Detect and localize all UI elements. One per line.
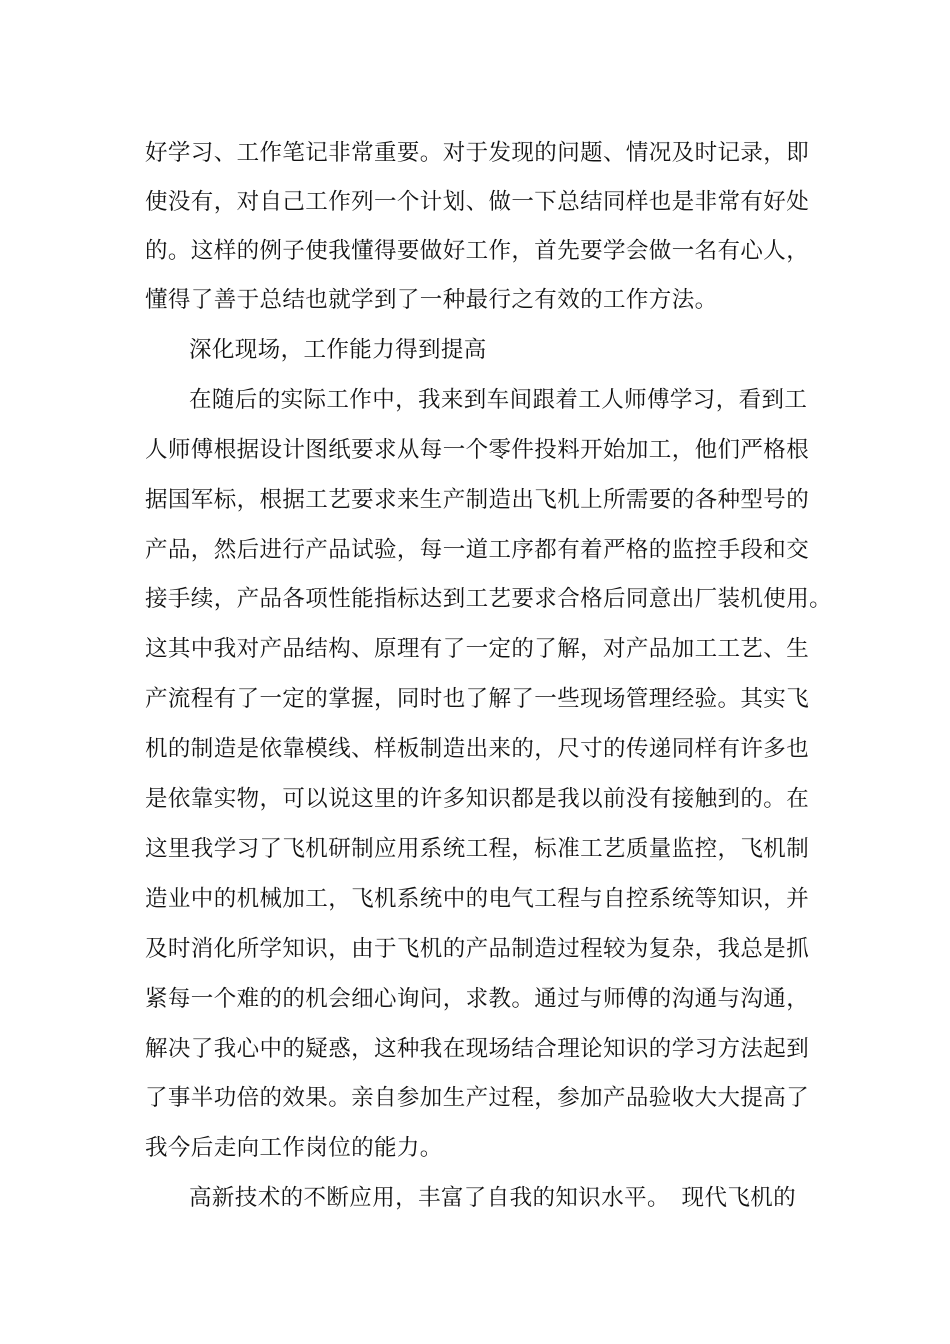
text-line-19: 解决了我心中的疑惑，这种我在现场结合理论知识的学习方法起到: [145, 1036, 810, 1062]
section-heading: 深化现场，工作能力得到提高: [189, 337, 487, 363]
text-line-12: 产流程有了一定的掌握，同时也了解了一些现场管理经验。其实飞: [145, 686, 810, 712]
text-line-22: 高新技术的不断应用，丰富了自我的知识水平。 现代飞机的: [189, 1185, 797, 1211]
text-line-13: 机的制造是依靠模线、样板制造出来的，尺寸的传递同样有许多也: [145, 736, 810, 762]
text-line-21: 我今后走向工作岗位的能力。: [145, 1135, 443, 1161]
text-line-17: 及时消化所学知识，由于飞机的产品制造过程较为复杂，我总是抓: [145, 936, 810, 962]
text-line-10: 接手续，产品各项性能指标达到工艺要求合格后同意出厂装机使用。: [145, 586, 833, 612]
text-line-15: 这里我学习了飞机研制应用系统工程，标准工艺质量监控，飞机制: [145, 836, 810, 862]
text-line-4: 懂得了善于总结也就学到了一种最行之有效的工作方法。: [145, 287, 718, 313]
text-line-14: 是依靠实物，可以说这里的许多知识都是我以前没有接触到的。在: [145, 786, 810, 812]
text-line-2: 使没有，对自己工作列一个计划、做一下总结同样也是非常有好处: [145, 189, 810, 215]
text-line-18: 紧每一个难的的机会细心询问，求教。通过与师傅的沟通与沟通，: [145, 986, 810, 1012]
text-line-11: 这其中我对产品结构、原理有了一定的了解，对产品加工工艺、生: [145, 636, 810, 662]
text-line-6: 在随后的实际工作中，我来到车间跟着工人师傅学习，看到工: [189, 387, 808, 413]
text-line-3: 的。这样的例子使我懂得要做好工作，首先要学会做一名有心人，: [145, 238, 810, 264]
text-line-8: 据国军标，根据工艺要求来生产制造出飞机上所需要的各种型号的: [145, 487, 810, 513]
text-line-20: 了事半功倍的效果。亲自参加生产过程，参加产品验收大大提高了: [145, 1085, 810, 1111]
text-line-1: 好学习、工作笔记非常重要。对于发现的问题、情况及时记录，即: [145, 140, 810, 166]
text-line-9: 产品，然后进行产品试验，每一道工序都有着严格的监控手段和交: [145, 537, 810, 563]
text-line-16: 造业中的机械加工，飞机系统中的电气工程与自控系统等知识，并: [145, 886, 810, 912]
text-line-7: 人师傅根据设计图纸要求从每一个零件投料开始加工，他们严格根: [145, 437, 810, 463]
